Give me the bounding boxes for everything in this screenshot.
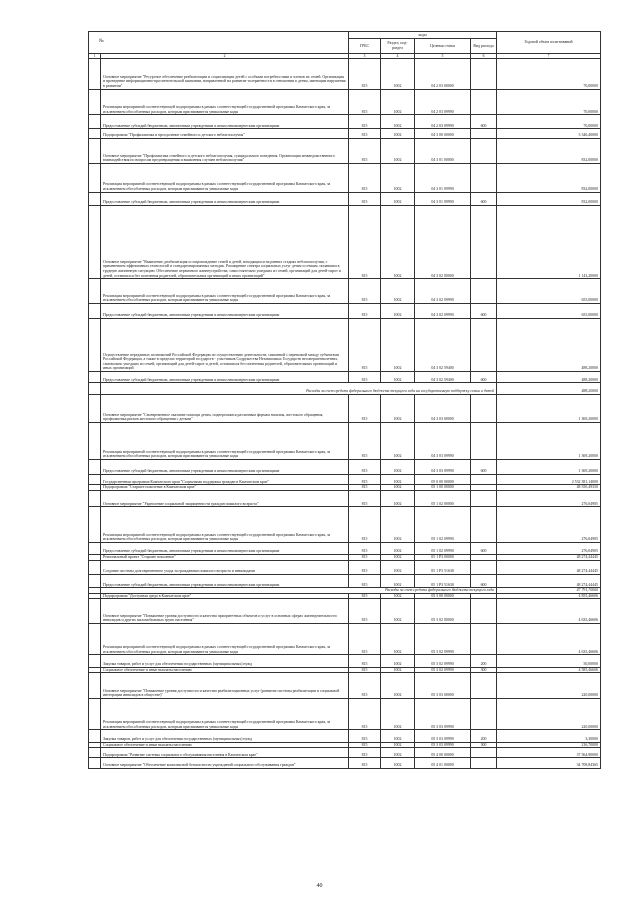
row-number-cell <box>89 623 101 655</box>
table-row <box>89 758 601 768</box>
row-section: 1002 <box>381 623 415 655</box>
row-amount: 4 855,46606 <box>497 593 601 599</box>
row-description: Реализация мероприятий соответствующей подпрограммы в рамках соответствующей государственной программы Камчатского края, за исключением обособленных расходов, которым присваиваются уникальные коды <box>101 89 349 115</box>
row-number-cell <box>89 394 101 423</box>
row-amount: 70,00000 <box>497 59 601 90</box>
row-description: Государственная программа Камчатского края "Социальная поддержка граждан в Камчатском крае" <box>101 475 349 485</box>
row-amount: 488,20000 <box>497 383 601 394</box>
header-grbs: ГРБС <box>349 39 381 54</box>
row-target: 05 0 00 00000 <box>415 475 471 485</box>
row-target: 04 2 03 00000 <box>415 59 471 90</box>
row-section: 1002 <box>381 673 415 699</box>
row-grbs: 815 <box>349 192 381 205</box>
row-section: 1002 <box>381 89 415 115</box>
row-number-cell <box>89 599 101 623</box>
row-amount: 48 550,49350 <box>497 485 601 491</box>
table-row <box>89 542 601 554</box>
row-description: Социальное обеспечение и иные выплаты населению <box>101 667 349 673</box>
row-target: 05 1 02 00000 <box>415 490 471 506</box>
row-grbs: 815 <box>349 129 381 138</box>
row-grbs: 815 <box>349 599 381 623</box>
header-row-top <box>89 32 601 39</box>
row-section: 1002 <box>381 423 415 460</box>
table-row <box>89 89 601 115</box>
row-target: 04 3 01 00000 <box>415 138 471 164</box>
row-target: 04 3 01 09990 <box>415 164 471 193</box>
row-section: 1002 <box>381 319 415 372</box>
row-exp-type <box>471 623 497 655</box>
row-grbs: 815 <box>349 89 381 115</box>
row-description: Предоставление субсидий бюджетным, автономным учреждениям и иным некоммерческим организациям <box>101 459 349 474</box>
row-number-cell <box>89 542 101 554</box>
row-exp-type <box>471 279 497 303</box>
row-amount: 48 274,44445 <box>497 555 601 561</box>
row-number-cell <box>89 758 101 768</box>
table-row <box>89 623 601 655</box>
row-grbs: 815 <box>349 279 381 303</box>
row-amount: 70,00000 <box>497 115 601 129</box>
row-grbs: 815 <box>349 542 381 554</box>
row-amount: 48 274,44445 <box>497 574 601 587</box>
budget-table <box>88 31 601 769</box>
row-grbs: 815 <box>349 372 381 383</box>
row-amount: 832,00000 <box>497 138 601 164</box>
row-section: 1002 <box>381 115 415 129</box>
row-amount: 276,04905 <box>497 490 601 506</box>
row-target: 04 3 02 00000 <box>415 205 471 278</box>
row-grbs: 815 <box>349 574 381 587</box>
row-grbs: 815 <box>349 560 381 574</box>
row-target: 04 3 02 59400 <box>415 319 471 372</box>
row-number-cell <box>89 383 101 394</box>
row-number-cell <box>89 560 101 574</box>
row-amount: 276,04905 <box>497 507 601 543</box>
row-target: 05 1 P3 51630 <box>415 574 471 587</box>
row-grbs: 815 <box>349 59 381 90</box>
row-description: Подпрограмма "Профилактика и преодоление семейного и детского неблагополучия" <box>101 129 349 138</box>
table-row <box>89 698 601 730</box>
row-grbs: 815 <box>349 319 381 372</box>
row-grbs: 815 <box>349 205 381 278</box>
table-row <box>89 138 601 164</box>
row-grbs: 815 <box>349 115 381 129</box>
row-amount: 4 585,46606 <box>497 667 601 673</box>
table-row <box>89 490 601 506</box>
row-target: 05 3 00 00000 <box>415 593 471 599</box>
column-number-cell: 3 <box>349 54 381 59</box>
row-grbs: 815 <box>349 490 381 506</box>
row-target: 05 1 02 09990 <box>415 542 471 554</box>
row-section: 1002 <box>381 560 415 574</box>
row-number-cell <box>89 164 101 193</box>
table-row <box>89 655 601 667</box>
table-row <box>89 319 601 372</box>
table-row <box>89 507 601 543</box>
row-grbs: 815 <box>349 673 381 699</box>
row-description: Предоставление субсидий бюджетным, автономным учреждениям и иным некоммерческим организациям <box>101 574 349 587</box>
row-number-cell <box>89 507 101 543</box>
row-target: 05 3 03 09990 <box>415 698 471 730</box>
table-row <box>89 599 601 623</box>
row-number-cell <box>89 205 101 278</box>
table-row <box>89 372 601 383</box>
row-exp-type <box>471 748 497 758</box>
row-amount: 34 708,84365 <box>497 758 601 768</box>
row-target: 04 3 00 00000 <box>415 129 471 138</box>
row-target: 04 3 03 09990 <box>415 459 471 474</box>
row-exp-type: 600 <box>471 574 497 587</box>
row-section: 1002 <box>381 205 415 278</box>
table-row <box>89 303 601 318</box>
row-description: Предоставление субсидий бюджетным, автономным учреждениям и иным некоммерческим организациям <box>101 542 349 554</box>
budget-table-sheet <box>88 31 600 769</box>
row-exp-type: 600 <box>471 303 497 318</box>
row-grbs: 815 <box>349 555 381 561</box>
row-target: 05 1 P3 51630 <box>415 560 471 574</box>
table-row <box>89 423 601 460</box>
row-target: 04 3 02 59400 <box>415 372 471 383</box>
row-exp-type <box>471 423 497 460</box>
row-section: 1002 <box>381 507 415 543</box>
row-grbs: 815 <box>349 475 381 485</box>
row-number-cell <box>89 138 101 164</box>
row-number-cell <box>89 673 101 699</box>
row-exp-type <box>471 560 497 574</box>
row-number-cell <box>89 490 101 506</box>
row-grbs: 815 <box>349 459 381 474</box>
table-row <box>89 730 601 742</box>
header-number: № <box>89 32 349 54</box>
row-target: 04 3 01 09990 <box>415 192 471 205</box>
row-section: 1002 <box>381 164 415 193</box>
row-number-cell <box>89 129 101 138</box>
row-description: Подпрограмма "Старшее поколение в Камчатском крае" <box>101 485 349 491</box>
row-description: Закупка товаров, работ и услуг для обеспечения государственных (муниципальных) нужд <box>101 655 349 667</box>
row-section: 1002 <box>381 303 415 318</box>
row-section: 1002 <box>381 138 415 164</box>
table-row <box>89 459 601 474</box>
row-exp-type <box>471 507 497 543</box>
row-amount: 1 369,20000 <box>497 459 601 474</box>
row-section: 1002 <box>381 394 415 423</box>
row-grbs: 815 <box>349 758 381 768</box>
row-number-cell <box>89 698 101 730</box>
row-description: Создание системы долговременного ухода за гражданами пожилого возраста и инвалидами <box>101 560 349 574</box>
column-number-cell: 5 <box>415 54 471 59</box>
row-section: 1002 <box>381 485 415 491</box>
row-number-cell <box>89 115 101 129</box>
row-amount: 2 532 381,14000 <box>497 475 601 485</box>
row-section: 1002 <box>381 475 415 485</box>
row-exp-type: 200 <box>471 730 497 742</box>
row-description: Предоставление субсидий бюджетным, автономным учреждениям и иным некоммерческим организациям <box>101 303 349 318</box>
header-section: Раздел, под-раздел <box>381 39 415 54</box>
row-section: 1002 <box>381 129 415 138</box>
header-amount: Годовой объем ассигнований <box>497 32 601 54</box>
row-target: 05 4 00 00000 <box>415 748 471 758</box>
row-section: 1002 <box>381 730 415 742</box>
row-section: 1002 <box>381 667 415 673</box>
header-target: Целевая статья <box>415 39 471 54</box>
row-section: 1002 <box>381 593 415 599</box>
row-section: 1002 <box>381 59 415 90</box>
row-grbs: 815 <box>349 667 381 673</box>
row-grbs: 815 <box>349 698 381 730</box>
row-amount: 3 346,40000 <box>497 129 601 138</box>
row-description: Основное мероприятие "Выявление, реабилитация и сопровождение семей и детей, находящихся на ранних стадиях неблагополучия, с применением эффективных технологий и стандартизированных методик. Расширение спектра социальных услуг детям и семьям, попавшим в трудную жизненную ситуацию. Обеспечение первичного жизнеустройства, самостоятельно ушедших из семей, организаций для детей-сирот и детей, оставшихся без попечения родителей, образовательных организаций и иных организаций" <box>101 205 349 278</box>
row-exp-type <box>471 673 497 699</box>
row-exp-type: 300 <box>471 667 497 673</box>
column-number-cell: 7 <box>497 54 601 59</box>
row-amount: 276,04905 <box>497 542 601 554</box>
row-target: 05 3 02 00000 <box>415 599 471 623</box>
table-row <box>89 279 601 303</box>
row-grbs: 815 <box>349 394 381 423</box>
row-grbs: 815 <box>349 485 381 491</box>
row-target: 05 3 02 09990 <box>415 667 471 673</box>
row-exp-type <box>471 698 497 730</box>
row-target: 04 2 03 09990 <box>415 89 471 115</box>
row-amount: 655,00000 <box>497 279 601 303</box>
table-row <box>89 574 601 587</box>
row-description: Подпрограмма "Доступная среда в Камчатском крае" <box>101 593 349 599</box>
table-row <box>89 475 601 485</box>
row-section: 1002 <box>381 192 415 205</box>
row-grbs: 815 <box>349 748 381 758</box>
row-amount: 220,00000 <box>497 673 601 699</box>
row-grbs: 815 <box>349 303 381 318</box>
row-section: 1002 <box>381 758 415 768</box>
row-section: 1002 <box>381 555 415 561</box>
row-number-cell <box>89 574 101 587</box>
row-number-cell <box>89 748 101 758</box>
row-exp-type: 600 <box>471 372 497 383</box>
row-grbs: 815 <box>349 593 381 599</box>
row-target: 05 3 02 09990 <box>415 623 471 655</box>
row-description: Основное мероприятие "Своевременное оказание помощи детям, подвергшимся различным формам насилия, жестокого обращения, профилактика рисков жестокого обращения с детьми" <box>101 394 349 423</box>
row-amount: 220,00000 <box>497 698 601 730</box>
row-number-cell <box>89 303 101 318</box>
column-number-cell: 4 <box>381 54 415 59</box>
row-target: 05 1 00 00000 <box>415 485 471 491</box>
row-amount: 3,30000 <box>497 730 601 742</box>
row-target: 05 3 03 09990 <box>415 742 471 748</box>
row-amount: 70,00000 <box>497 89 601 115</box>
row-exp-type <box>471 758 497 768</box>
row-target: 05 4 01 00000 <box>415 758 471 768</box>
row-exp-type <box>471 138 497 164</box>
note-text: Расходы за счет средств федерального бюджета текущего года <box>101 588 497 594</box>
row-description: Осуществление переданных полномочий Российской Федерации по осуществлению деятельности, связанной с перевозкой между субъектами Российской Федерации, а также в пределах территорий государств - участников Содружества Независимых Государств несовершеннолетних, самовольно ушедших из семей, организаций для детей-сирот и детей, оставшихся без попечения родителей, образовательных организаций и иных организаций <box>101 319 349 372</box>
row-description: Закупка товаров, работ и услуг для обеспечения государственных (муниципальных) нужд <box>101 730 349 742</box>
row-description: Реализация мероприятий соответствующей подпрограммы в рамках соответствующей государственной программы Камчатского края, за исключением обособленных расходов, которым присваиваются уникальные коды <box>101 423 349 460</box>
row-section: 1002 <box>381 742 415 748</box>
row-exp-type: 600 <box>471 542 497 554</box>
row-target: 05 3 03 00000 <box>415 673 471 699</box>
row-description: Реализация мероприятий соответствующей подпрограммы в рамках соответствующей государственной программы Камчатского края, за исключением обособленных расходов, которым присваиваются уникальные коды <box>101 623 349 655</box>
row-amount: 50,00000 <box>497 655 601 667</box>
row-target: 04 3 02 09990 <box>415 303 471 318</box>
row-amount: 832,00000 <box>497 164 601 193</box>
row-exp-type: 600 <box>471 115 497 129</box>
row-target: 05 1 P3 00000 <box>415 555 471 561</box>
row-section: 1002 <box>381 599 415 623</box>
column-number-cell: 6 <box>471 54 497 59</box>
row-grbs: 815 <box>349 730 381 742</box>
row-exp-type <box>471 89 497 115</box>
row-exp-type <box>471 394 497 423</box>
row-amount: 832,00000 <box>497 192 601 205</box>
row-number-cell <box>89 655 101 667</box>
table-row <box>89 205 601 278</box>
row-target: 04 3 02 09990 <box>415 279 471 303</box>
row-number-cell <box>89 319 101 372</box>
row-exp-type: 600 <box>471 192 497 205</box>
row-number-cell <box>89 459 101 474</box>
row-amount: 1 369,20000 <box>497 394 601 423</box>
row-number-cell <box>89 89 101 115</box>
row-amount: 488,20000 <box>497 372 601 383</box>
row-exp-type: 300 <box>471 742 497 748</box>
table-row <box>89 115 601 129</box>
table-note-row <box>89 383 601 394</box>
row-exp-type <box>471 319 497 372</box>
row-description: Основное мероприятие "Укрепление социальной защищенности граждан пожилого возраста" <box>101 490 349 506</box>
table-row <box>89 560 601 574</box>
row-exp-type <box>471 490 497 506</box>
row-grbs: 815 <box>349 623 381 655</box>
row-description: Реализация мероприятий соответствующей подпрограммы в рамках соответствующей государственной программы Камчатского края, за исключением обособленных расходов, которым присваиваются уникальные коды <box>101 698 349 730</box>
row-description: Предоставление субсидий бюджетным, автономным учреждениям и иным некоммерческим организациям <box>101 115 349 129</box>
row-exp-type <box>471 599 497 623</box>
row-exp-type <box>471 205 497 278</box>
row-number-cell <box>89 423 101 460</box>
row-amount: 48 274,44445 <box>497 560 601 574</box>
row-section: 1002 <box>381 490 415 506</box>
row-target: 04 3 03 00000 <box>415 394 471 423</box>
row-exp-type <box>471 475 497 485</box>
row-grbs: 815 <box>349 655 381 667</box>
row-number-cell <box>89 59 101 90</box>
row-description: Реализация мероприятий соответствующей подпрограммы в рамках соответствующей государственной программы Камчатского края, за исключением обособленных расходов, которым присваиваются уникальные коды <box>101 164 349 193</box>
row-amount: 1 369,20000 <box>497 423 601 460</box>
row-number-cell <box>89 192 101 205</box>
row-amount: 37 564,90000 <box>497 748 601 758</box>
row-grbs: 815 <box>349 742 381 748</box>
column-number-cell: 1 <box>89 54 101 59</box>
page-number: 40 <box>316 883 323 889</box>
row-number-cell <box>89 279 101 303</box>
row-section: 1002 <box>381 542 415 554</box>
row-grbs: 815 <box>349 138 381 164</box>
row-target: 05 1 02 09990 <box>415 507 471 543</box>
row-description: Предоставление субсидий бюджетным, автономным учреждениям и иным некоммерческим организациям <box>101 192 349 205</box>
row-target: 05 3 03 09990 <box>415 730 471 742</box>
row-amount: 4 635,46606 <box>497 599 601 623</box>
row-exp-type <box>471 59 497 90</box>
table-row <box>89 164 601 193</box>
row-section: 1002 <box>381 372 415 383</box>
note-text: Расходы за счет средств федерального бюджета текущего года на государственную поддержку семьи и детей <box>101 383 497 394</box>
column-number-cell: 2 <box>101 54 349 59</box>
table-row <box>89 673 601 699</box>
row-description: Региональный проект "Старшее поколение" <box>101 555 349 561</box>
row-amount: 216,70000 <box>497 742 601 748</box>
header-codes: коды <box>349 32 497 39</box>
row-number-cell <box>89 730 101 742</box>
table-row <box>89 394 601 423</box>
row-grbs: 815 <box>349 423 381 460</box>
row-grbs: 815 <box>349 507 381 543</box>
row-description: Подпрограмма "Развитие системы социального обслуживания населения в Камчатском крае" <box>101 748 349 758</box>
header-exp-type: Вид расхода <box>471 39 497 54</box>
table-row <box>89 59 601 90</box>
row-section: 1002 <box>381 698 415 730</box>
row-target: 05 3 02 09990 <box>415 655 471 667</box>
row-target: 04 3 03 09990 <box>415 423 471 460</box>
row-description: Основное мероприятие "Обеспечение комплексной безопасности учреждений социального обслуживания граждан" <box>101 758 349 768</box>
row-description: Основное мероприятие "Повышение уровня доступности и качества реабилитационных услуг (развитие системы реабилитации и социальной интеграции инвалидов в обществе)" <box>101 673 349 699</box>
row-section: 1002 <box>381 574 415 587</box>
row-number-cell <box>89 475 101 485</box>
row-description: Реализация мероприятий соответствующей подпрограммы в рамках соответствующей государственной программы Камчатского края, за исключением обособленных расходов, которым присваиваются уникальные коды <box>101 507 349 543</box>
row-description: Реализация мероприятий соответствующей подпрограммы в рамках соответствующей государственной программы Камчатского края, за исключением обособленных расходов, которым присваиваются уникальные коды <box>101 279 349 303</box>
row-target: 04 2 03 09990 <box>415 115 471 129</box>
row-description: Предоставление субсидий бюджетным, автономным учреждениям и иным некоммерческим организациям <box>101 372 349 383</box>
row-exp-type: 200 <box>471 655 497 667</box>
table-row <box>89 748 601 758</box>
row-amount: 4 635,46606 <box>497 623 601 655</box>
row-exp-type: 600 <box>471 459 497 474</box>
row-section: 1002 <box>381 279 415 303</box>
row-exp-type <box>471 129 497 138</box>
row-description: Социальное обеспечение и иные выплаты населению <box>101 742 349 748</box>
row-exp-type <box>471 164 497 193</box>
row-section: 1002 <box>381 655 415 667</box>
row-description: Основное мероприятие "Повышение уровня доступности и качества приоритетных объектов и услуг в основных сферах жизнедеятельности инвалидов и других маломобильных групп населения" <box>101 599 349 623</box>
row-section: 1002 <box>381 748 415 758</box>
budget-table-body <box>89 59 601 769</box>
table-row <box>89 192 601 205</box>
row-number-cell <box>89 372 101 383</box>
table-row <box>89 129 601 138</box>
row-amount: 1 143,20000 <box>497 205 601 278</box>
row-description: Основное мероприятие "Профилактика семейного и детского неблагополучия, суицидального поведения. Организация межведомственного взаимодействия по вопросам предотвращения и выявления случаев неблагополучия" <box>101 138 349 164</box>
row-amount: 47 791,70000 <box>497 588 601 594</box>
row-amount: 655,00000 <box>497 303 601 318</box>
row-amount: 488,20000 <box>497 319 601 372</box>
row-grbs: 815 <box>349 164 381 193</box>
row-description: Основное мероприятие "Ресурсное обеспечение реабилитации и социализации детей с особыми потребностями и членов их семей. Организация и проведение информационно-просветительской кампании, направленной на развитие толерантности в отношении к детям, имеющим нарушения в развитии" <box>101 59 349 90</box>
row-section: 1002 <box>381 459 415 474</box>
